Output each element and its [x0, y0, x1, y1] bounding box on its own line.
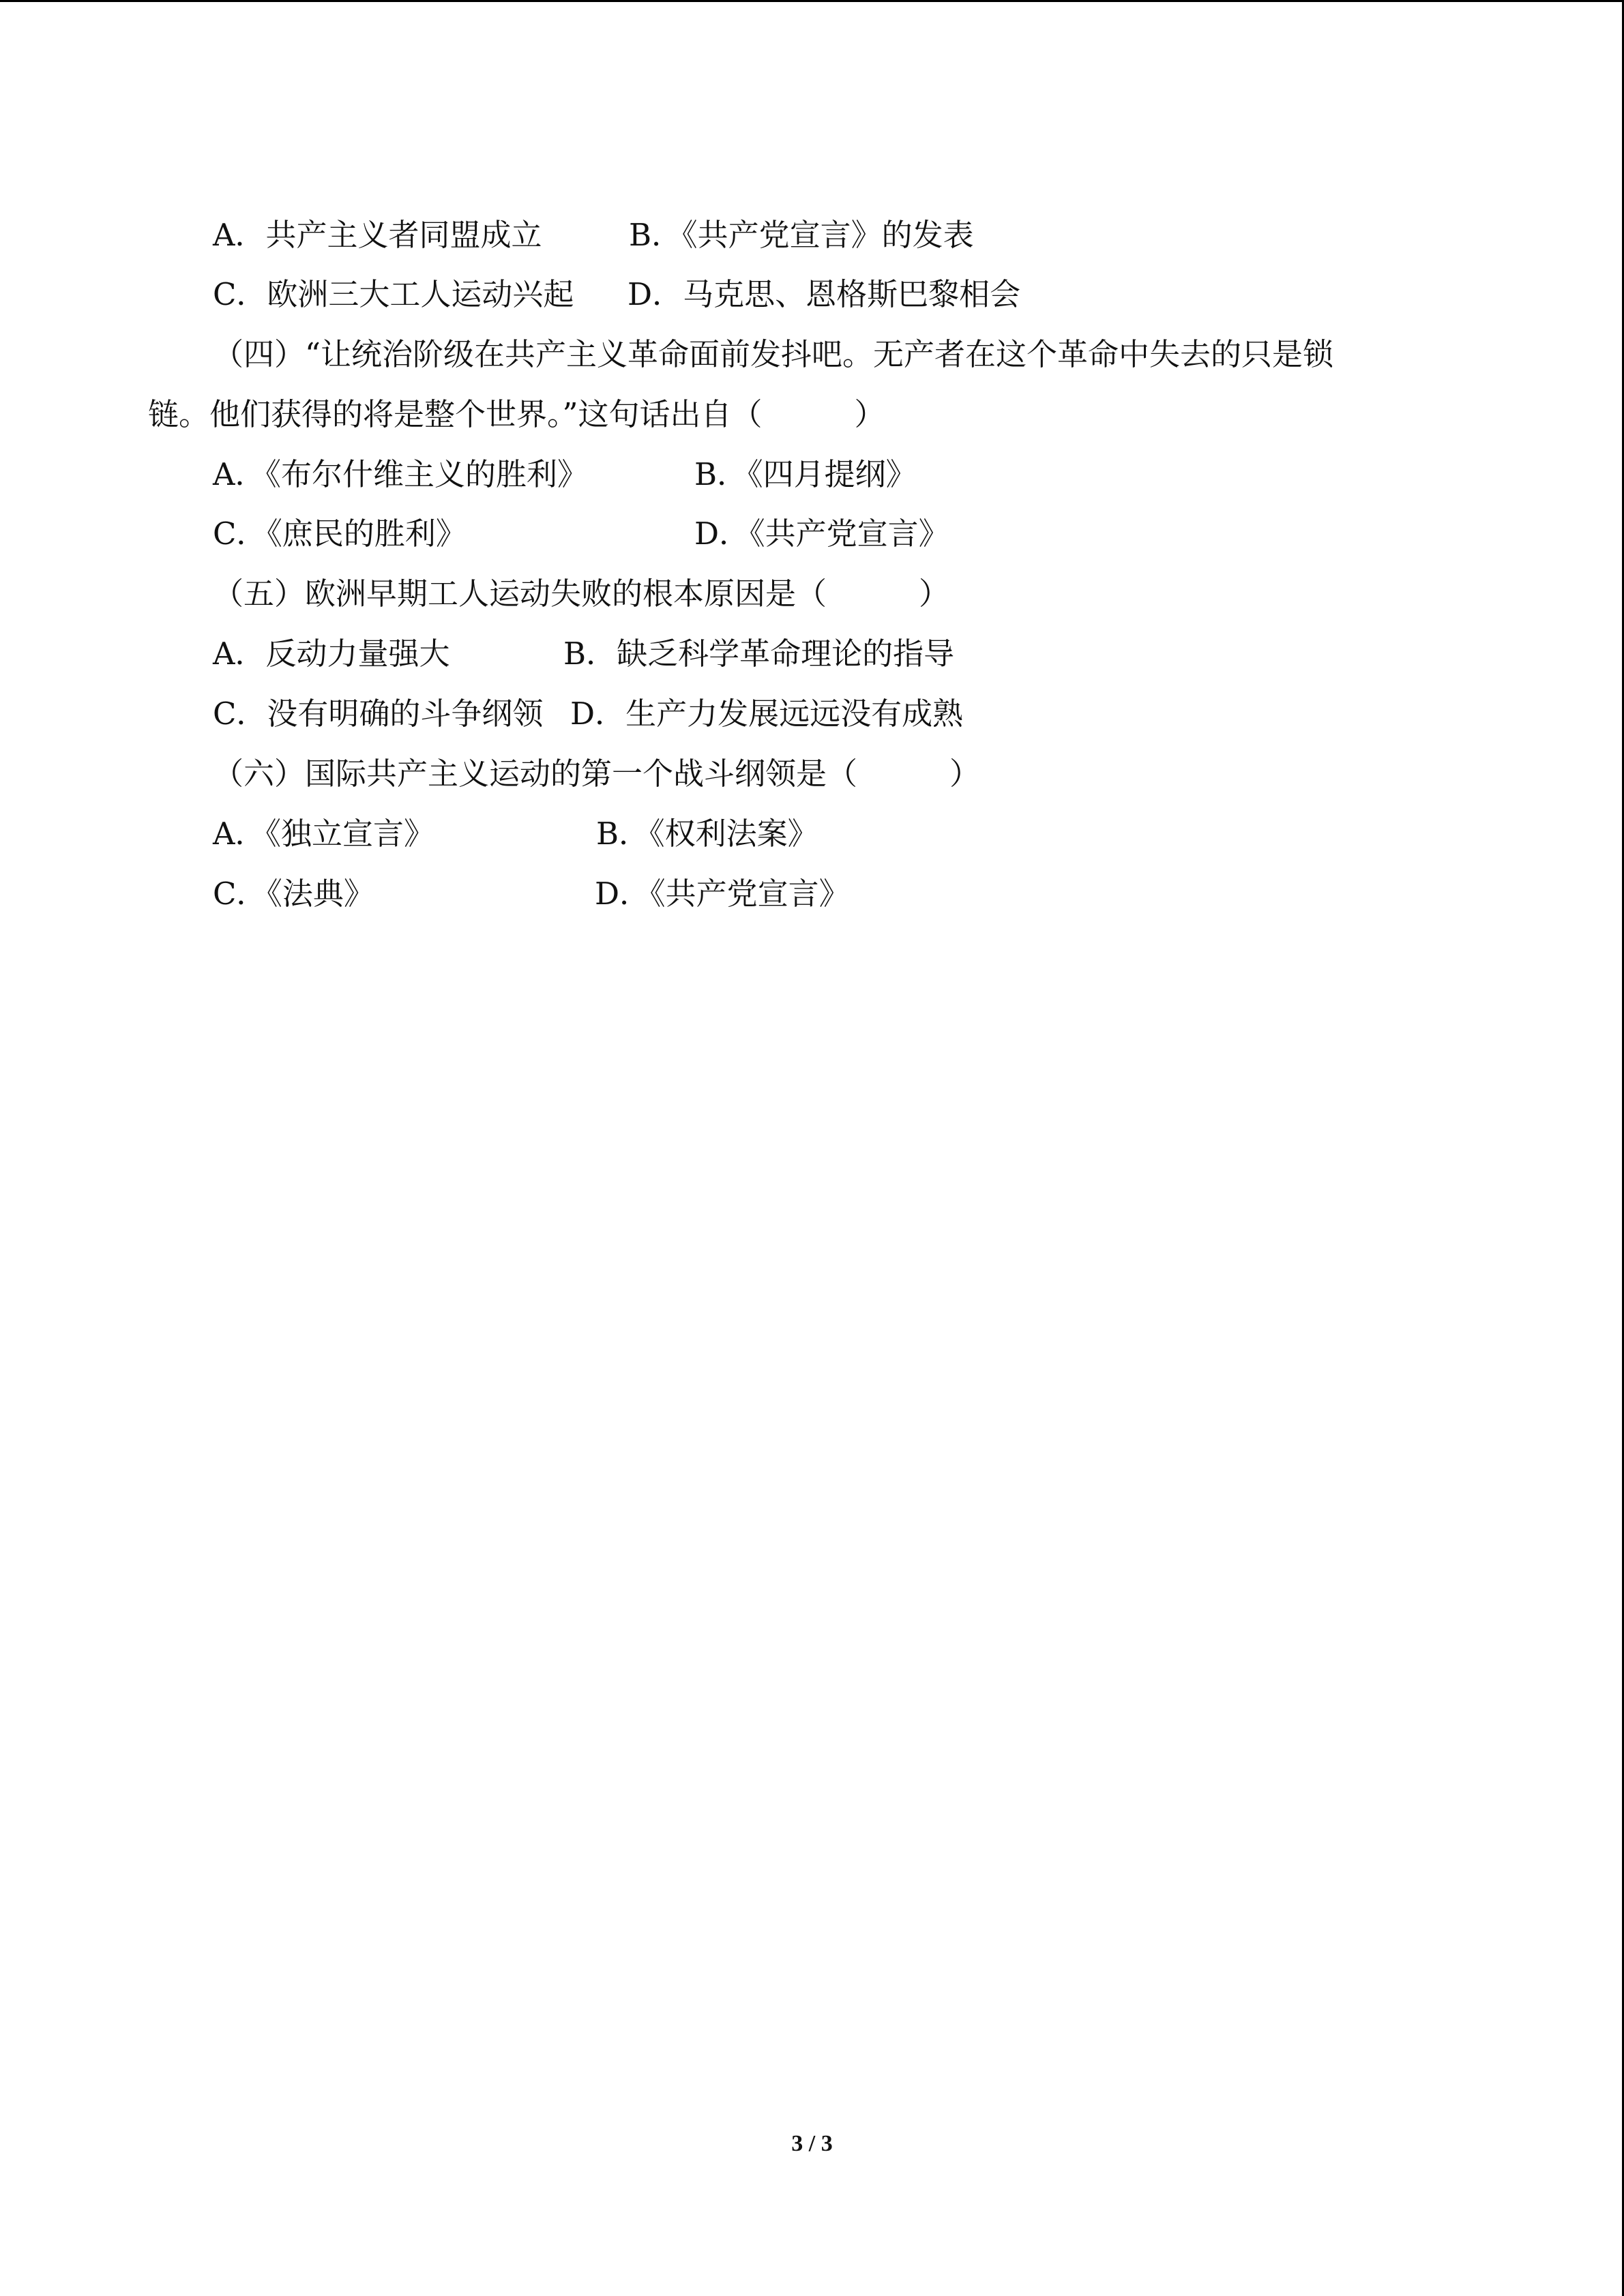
q4-option-c: C．《庶民的胜利》: [213, 516, 467, 552]
page-border-top: [0, 0, 1624, 2]
q6-option-d: D．《共产党宣言》: [595, 876, 850, 912]
q3-option-d: D．马克思、恩格斯巴黎相会: [628, 276, 1021, 312]
q6-option-a: A．《独立宣言》: [213, 816, 434, 852]
q3-option-b: B．《共产党宣言》的发表: [629, 217, 974, 253]
q6-option-b: B．《权利法案》: [596, 816, 818, 852]
q4-option-b: B．《四月提纲》: [694, 456, 917, 492]
q5-option-b: B．缺乏科学革命理论的指导: [563, 636, 955, 672]
q4-option-a: A．《布尔什维主义的胜利》: [213, 456, 588, 492]
q3-option-c: C．欧洲三大工人运动兴起: [213, 276, 574, 312]
q6-stem: （六）国际共产主义运动的第一个战斗纲领是（ ）: [213, 756, 981, 792]
q5-stem: （五）欧洲早期工人运动失败的根本原因是（ ）: [213, 576, 950, 612]
q4-stem-line-1: （四）“让统治阶级在共产主义革命面前发抖吧。无产者在这个革命中失去的只是锁: [213, 336, 1334, 372]
q4-option-d: D．《共产党宣言》: [694, 516, 949, 552]
q4-stem-line-2: 链。他们获得的将是整个世界。”这句话出自（ ）: [148, 396, 885, 432]
page-number: 3 / 3: [791, 2131, 833, 2156]
q6-option-c: C．《法典》: [213, 876, 374, 912]
q5-option-a: A．反动力量强大: [213, 636, 450, 672]
q5-option-c: C．没有明确的斗争纲领: [213, 696, 544, 732]
q3-option-a: A．共产主义者同盟成立: [213, 217, 542, 253]
q5-option-d: D．生产力发展远远没有成熟: [570, 696, 964, 732]
